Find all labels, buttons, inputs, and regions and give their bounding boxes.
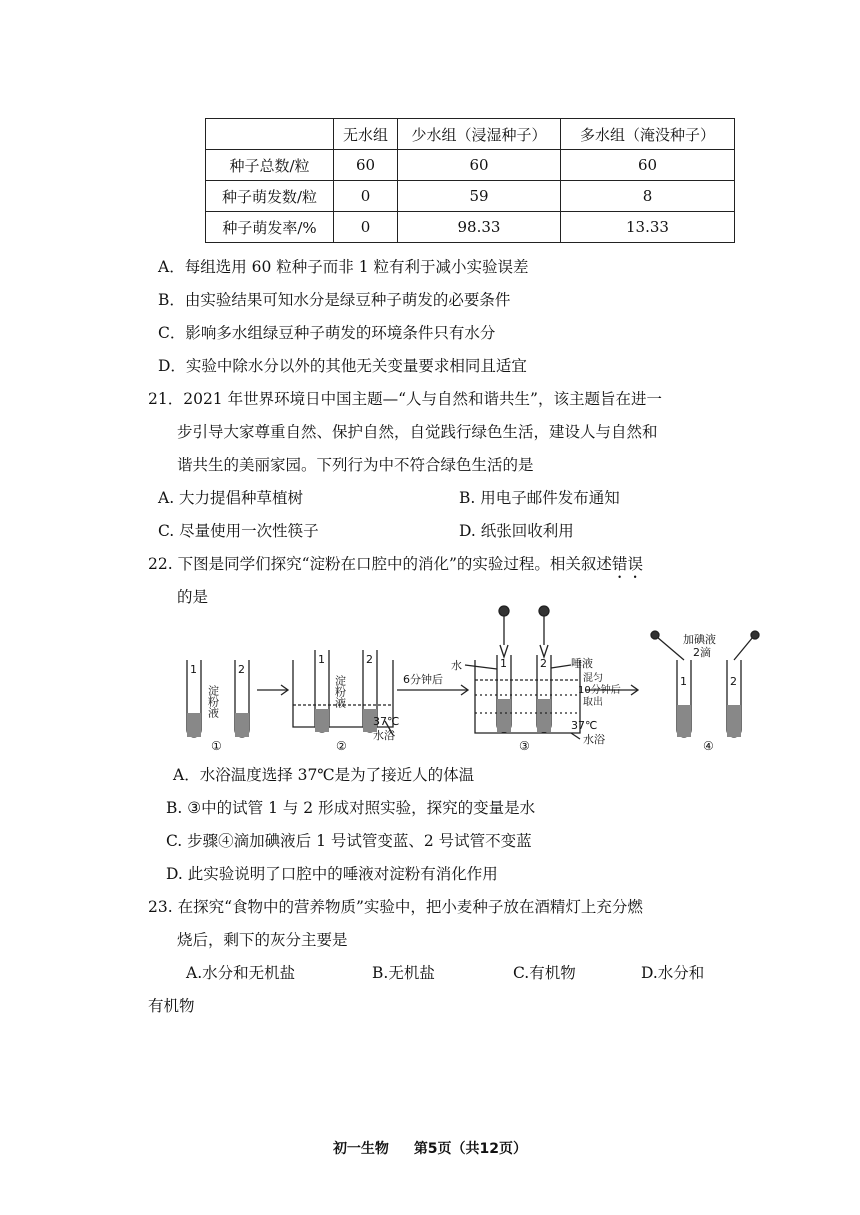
q20-option-d: D．实验中除水分以外的其他无关变量要求相同且适宜 [158, 357, 527, 375]
q21-option-c: C. 尽量使用一次性筷子 [158, 522, 319, 540]
step-label: ④ [703, 739, 714, 753]
q23-stem-line: 烧后，剩下的灰分主要是 [177, 931, 348, 949]
table-cell: 0 [334, 212, 398, 243]
water-label: 水 [451, 659, 462, 672]
q20-option-a: A．每组选用 60 粒种子而非 1 粒有利于减小实验误差 [158, 258, 529, 276]
table-cell: 60 [398, 150, 561, 181]
q22-stem-emphasis: 错误 [611, 555, 643, 573]
table-header-row [206, 119, 735, 150]
saliva-label: 唾液 [571, 657, 593, 670]
q22-option-b: B. ③中的试管 1 与 2 形成对照实验，探究的变量是水 [166, 799, 536, 817]
q22-option-a: A．水浴温度选择 37℃是为了接近人的体温 [173, 766, 475, 784]
tube-label: 2 [730, 675, 737, 688]
q23-option-b: B.无机盐 [372, 964, 435, 982]
table-cell: 种子总数/粒 [206, 150, 334, 181]
table-cell: 60 [561, 150, 735, 181]
table-cell: 种子萌发数/粒 [206, 181, 334, 212]
footer-subject: 初一生物 [332, 1141, 389, 1157]
table-header-cell [206, 119, 334, 150]
tube-label: 2 [366, 653, 373, 666]
table-header-cell: 少水组（浸湿种子） [398, 119, 561, 150]
mix-label: 取出 [583, 697, 603, 708]
table-row [206, 181, 735, 212]
starch-label: 淀粉液 [333, 675, 347, 708]
q23-option-c: C.有机物 [513, 964, 576, 982]
table-cell: 59 [398, 181, 561, 212]
q23-option-d-wrap: 有机物 [148, 997, 195, 1015]
table-cell: 8 [561, 181, 735, 212]
q20-option-c: C．影响多水组绿豆种子萌发的环境条件只有水分 [158, 324, 496, 342]
iodine-label: 2滴 [693, 646, 711, 659]
table-header-cell: 多水组（淹没种子） [561, 119, 735, 150]
step-label: ② [336, 739, 347, 753]
step-label: ③ [519, 739, 530, 753]
page-footer [0, 1138, 860, 1158]
digestion-experiment-figure [175, 605, 765, 755]
bath-label: 水浴 [373, 729, 395, 742]
q22-stem-prefix: 22. 下图是同学们探究“淀粉在口腔中的消化”的实验过程。相关叙述 [148, 555, 612, 573]
q21-stem-line: 21．2021 年世界环境日中国主题—“人与自然和谐共生”，该主题旨在进一 [148, 390, 662, 408]
table-row [206, 212, 735, 243]
tube-label: 1 [680, 675, 687, 688]
q22-option-d: D. 此实验说明了口腔中的唾液对淀粉有消化作用 [166, 865, 498, 883]
temp-label: 37℃ [373, 715, 400, 728]
mix-label: 10分钟后 [578, 685, 621, 696]
table-cell: 98.33 [398, 212, 561, 243]
table-cell: 种子萌发率/% [206, 212, 334, 243]
tube-label: 1 [500, 657, 507, 670]
q21-option-a: A. 大力提倡种草植树 [158, 489, 304, 507]
tube-label: 1 [190, 663, 197, 676]
q22-option-c: C. 步骤④滴加碘液后 1 号试管变蓝、2 号试管不变蓝 [166, 832, 532, 850]
q20-option-b: B．由实验结果可知水分是绿豆种子萌发的必要条件 [158, 291, 511, 309]
starch-label: 淀粉液 [206, 685, 220, 718]
step-label: ① [211, 739, 222, 753]
q21-option-b: B. 用电子邮件发布通知 [459, 489, 620, 507]
tube-label: 2 [540, 657, 547, 670]
arrow-label: 6分钟后 [403, 673, 443, 686]
q21-stem-line: 谐共生的美丽家园。下列行为中不符合绿色生活的是 [177, 456, 534, 474]
table-cell: 60 [334, 150, 398, 181]
q23-stem-line: 23. 在探究“食物中的营养物质”实验中，把小麦种子放在酒精灯上充分燃 [148, 898, 643, 916]
tube-label: 2 [238, 663, 245, 676]
footer-page-number: 第5页（共12页） [413, 1141, 528, 1157]
table-cell: 13.33 [561, 212, 735, 243]
q23-option-d: D.水分和 [641, 964, 705, 982]
q21-option-d: D. 纸张回收利用 [459, 522, 574, 540]
temp-label: 37℃ [571, 719, 598, 732]
germination-table [205, 118, 735, 243]
table-cell: 0 [334, 181, 398, 212]
bath-label: 水浴 [583, 733, 605, 746]
tube-label: 1 [318, 653, 325, 666]
table-row [206, 150, 735, 181]
iodine-label: 加碘液 [683, 633, 716, 646]
q23-option-a: A.水分和无机盐 [186, 964, 296, 982]
q21-stem-line: 步引导大家尊重自然、保护自然，自觉践行绿色生活，建设人与自然和 [177, 423, 658, 441]
q22-stem-line [148, 553, 643, 582]
mix-label: 混匀 [583, 673, 603, 684]
table-header-cell: 无水组 [334, 119, 398, 150]
q22-stem-line: 的是 [177, 588, 209, 606]
